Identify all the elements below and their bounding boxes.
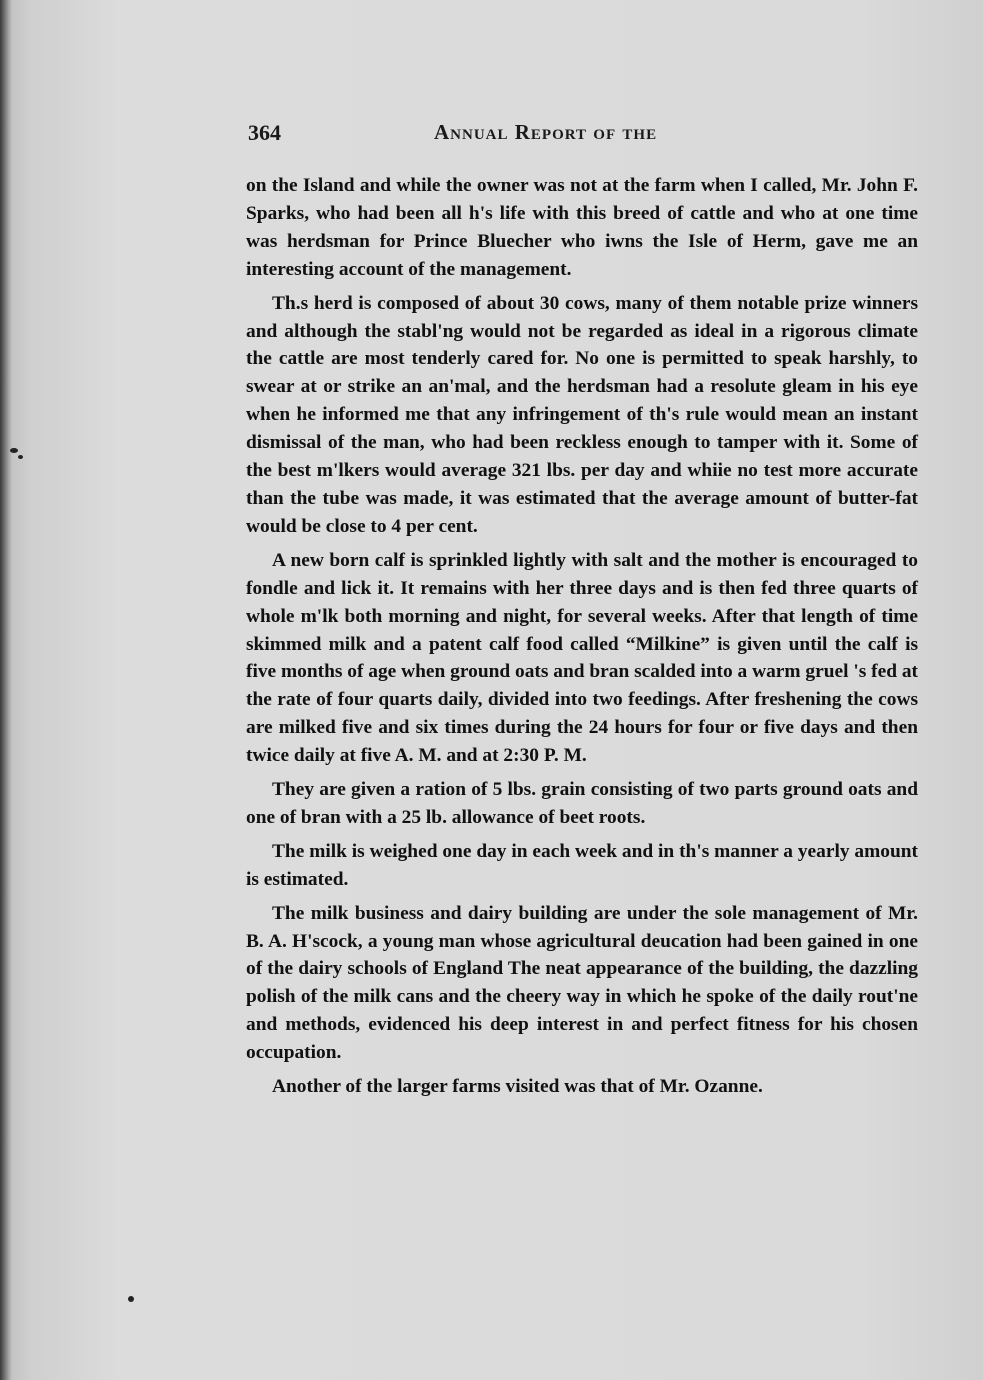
paragraph-7: Another of the larger farms visited was that of Mr. Ozanne. (272, 1076, 763, 1098)
book-page (246, 110, 918, 1107)
paragraph-2: Th.s herd is composed of about 30 cows, many of them notable prize winners and although the stabl'ng would not be regarded as ideal in a rigorous climate the cattle are most tenderly cared for. No one is permitted to speak harshly, to swear at or strike an an'mal, and the herdsman had a resolute gleam in his eye when he informed me that any infringement of th's rule would mean an instant dismissal of the man, who had been reckless enough to tamper with it. Some of the best m'lkers would average 321 lbs. per day and whiie no test more accurate than the tube was made, it was estimated that the average amount of butter-fat would be close to 4 per cent. (246, 292, 918, 537)
paragraph-3: A new born calf is sprinkled lightly with salt and the mother is encouraged to fondle and lick it. It remains with her three days and is then fed three quarts of whole m'lk both morning and night, for several weeks. After that length of time skimmed milk and a patent calf food called “Milkine” is given until the calf is five months of age when ground oats and bran scalded into a warm gruel 's fed at the rate of four quarts daily, divided into two feedings. After freshening the cows are milked five and six times during the 24 hours for four or five days and then twice daily at five A. M. and at 2:30 P. M. (246, 549, 918, 767)
scan-speck (128, 1296, 134, 1302)
paragraph-5: The milk is weighed one day in each week and in th's manner a yearly amount is estimated. (246, 840, 918, 890)
running-head: Annual Report of the (434, 120, 658, 144)
paragraph-4: They are given a ration of 5 lbs. grain consisting of two parts ground oats and one of bran with a 25 lb. allowance of beet roots. (246, 779, 918, 828)
scan-speck (10, 448, 18, 453)
paragraph-6: The milk business and dairy building are under the sole management of Mr. B. A. H'scock, a young man whose agricultural deucation had been gained in one of the dairy schools of England The neat appearance of the building, the dazzling polish of the milk cans and the cheery way in which he spoke of the daily rout'ne and methods, evidenced his deep interest in and perfect fitness for his chosen occupation. (246, 902, 918, 1064)
page-header (246, 110, 918, 150)
scan-speck (18, 455, 23, 459)
paragraph-1: on the Island and while the owner was not at the farm when I called, Mr. John F. Sparks, who had been all h's life with this breed of cattle and who at one time was herdsman for Prince Bluecher who iwns the Isle of Herm, gave me an interesting account of the management. (246, 175, 918, 280)
body-text (246, 172, 918, 1101)
page-number: 364 (248, 120, 281, 145)
binding-edge-shadow (0, 0, 12, 1380)
